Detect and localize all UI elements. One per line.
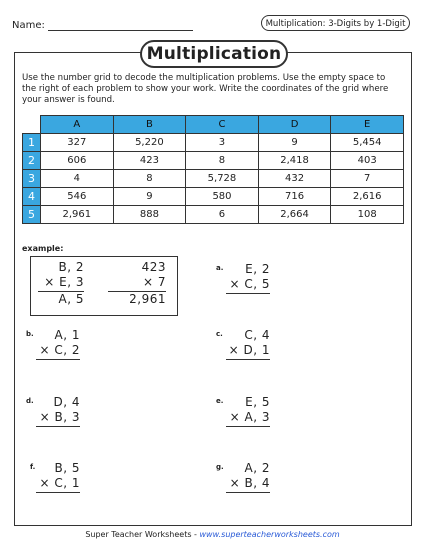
problem-label: a. — [216, 264, 224, 272]
problem-top: A, 1 — [54, 328, 80, 342]
grid-cell: 108 — [331, 206, 404, 224]
grid-cell: 8 — [113, 170, 186, 188]
grid-cell: 888 — [113, 206, 186, 224]
grid-row-header: 4 — [23, 188, 41, 206]
grid-row-header: 1 — [23, 134, 41, 152]
problem-e — [226, 395, 270, 427]
name-line[interactable] — [48, 30, 193, 31]
grid-row — [23, 170, 404, 188]
name-label: Name: — [12, 20, 45, 31]
grid-row-header: 2 — [23, 152, 41, 170]
grid-row-header: 5 — [23, 206, 41, 224]
problem-bottom: × B, 3 — [39, 410, 80, 424]
example-coordinate-problem — [38, 260, 84, 307]
problem-a — [226, 262, 270, 294]
problem-f — [36, 461, 80, 493]
grid-cell: 2,616 — [331, 188, 404, 206]
grid-cell: 546 — [41, 188, 114, 206]
instructions-text: Use the number grid to decode the multiplication problems. Use the empty space to the right of each problem to show your work. Write the coordinates of the grid where your answer is found. — [22, 73, 389, 105]
grid-cell: 580 — [186, 188, 259, 206]
page-title: Multiplication — [140, 40, 288, 68]
problem-bottom: × C, 2 — [39, 343, 80, 357]
problem-d — [36, 395, 80, 427]
problem-bottom: × D, 1 — [228, 343, 270, 357]
grid-cell: 7 — [331, 170, 404, 188]
number-grid — [22, 115, 404, 224]
grid-row-header: 3 — [23, 170, 41, 188]
footer — [0, 530, 425, 539]
grid-header-row — [23, 116, 404, 134]
problem-top: B, 2 — [58, 260, 84, 274]
problem-label: f. — [30, 463, 36, 471]
grid-col-header: A — [41, 116, 114, 134]
grid-cell: 9 — [258, 134, 331, 152]
problem-top: E, 2 — [245, 262, 270, 276]
problem-label: b. — [26, 330, 34, 338]
problem-top: A, 2 — [244, 461, 270, 475]
grid-cell: 4 — [41, 170, 114, 188]
problem-bottom: × A, 3 — [229, 410, 270, 424]
problem-c — [226, 328, 270, 360]
problem-label: d. — [26, 397, 34, 405]
grid-cell: 716 — [258, 188, 331, 206]
problem-top: E, 5 — [245, 395, 270, 409]
problem-answer: 2,961 — [129, 292, 166, 306]
problem-top: B, 5 — [54, 461, 80, 475]
grid-col-header: D — [258, 116, 331, 134]
topic-badge: Multiplication: 3-Digits by 1-Digit — [261, 15, 410, 31]
problem-label: g. — [216, 463, 224, 471]
footer-text: Super Teacher Worksheets - — [85, 530, 200, 539]
grid-cell: 327 — [41, 134, 114, 152]
grid-cell: 5,728 — [186, 170, 259, 188]
grid-cell: 2,418 — [258, 152, 331, 170]
problem-bottom: × B, 4 — [229, 476, 270, 490]
problem-top: D, 4 — [53, 395, 80, 409]
grid-cell: 8 — [186, 152, 259, 170]
problem-answer: A, 5 — [58, 292, 84, 306]
grid-cell: 9 — [113, 188, 186, 206]
grid-cell: 432 — [258, 170, 331, 188]
problem-bottom: × C, 1 — [39, 476, 80, 490]
grid-cell: 6 — [186, 206, 259, 224]
grid-cell: 3 — [186, 134, 259, 152]
problem-bottom: × E, 3 — [44, 275, 84, 289]
grid-cell: 2,961 — [41, 206, 114, 224]
grid-corner — [23, 116, 41, 134]
grid-row — [23, 206, 404, 224]
problem-bottom: × 7 — [142, 275, 166, 289]
problem-bottom: × C, 5 — [229, 277, 270, 291]
grid-col-header: C — [186, 116, 259, 134]
problem-g — [226, 461, 270, 493]
grid-row — [23, 152, 404, 170]
grid-cell: 423 — [113, 152, 186, 170]
grid-row — [23, 188, 404, 206]
problem-top: 423 — [141, 260, 166, 274]
footer-link[interactable]: www.superteacherworksheets.com — [199, 530, 340, 539]
problem-b — [36, 328, 80, 360]
problem-top: C, 4 — [244, 328, 270, 342]
grid-col-header: E — [331, 116, 404, 134]
grid-cell: 5,454 — [331, 134, 404, 152]
grid-cell: 2,664 — [258, 206, 331, 224]
example-number-problem — [108, 260, 166, 307]
problem-label: c. — [216, 330, 223, 338]
problem-label: e. — [216, 397, 224, 405]
grid-row — [23, 134, 404, 152]
grid-cell: 403 — [331, 152, 404, 170]
grid-cell: 5,220 — [113, 134, 186, 152]
grid-cell: 606 — [41, 152, 114, 170]
example-label: example: — [22, 244, 64, 253]
grid-col-header: B — [113, 116, 186, 134]
